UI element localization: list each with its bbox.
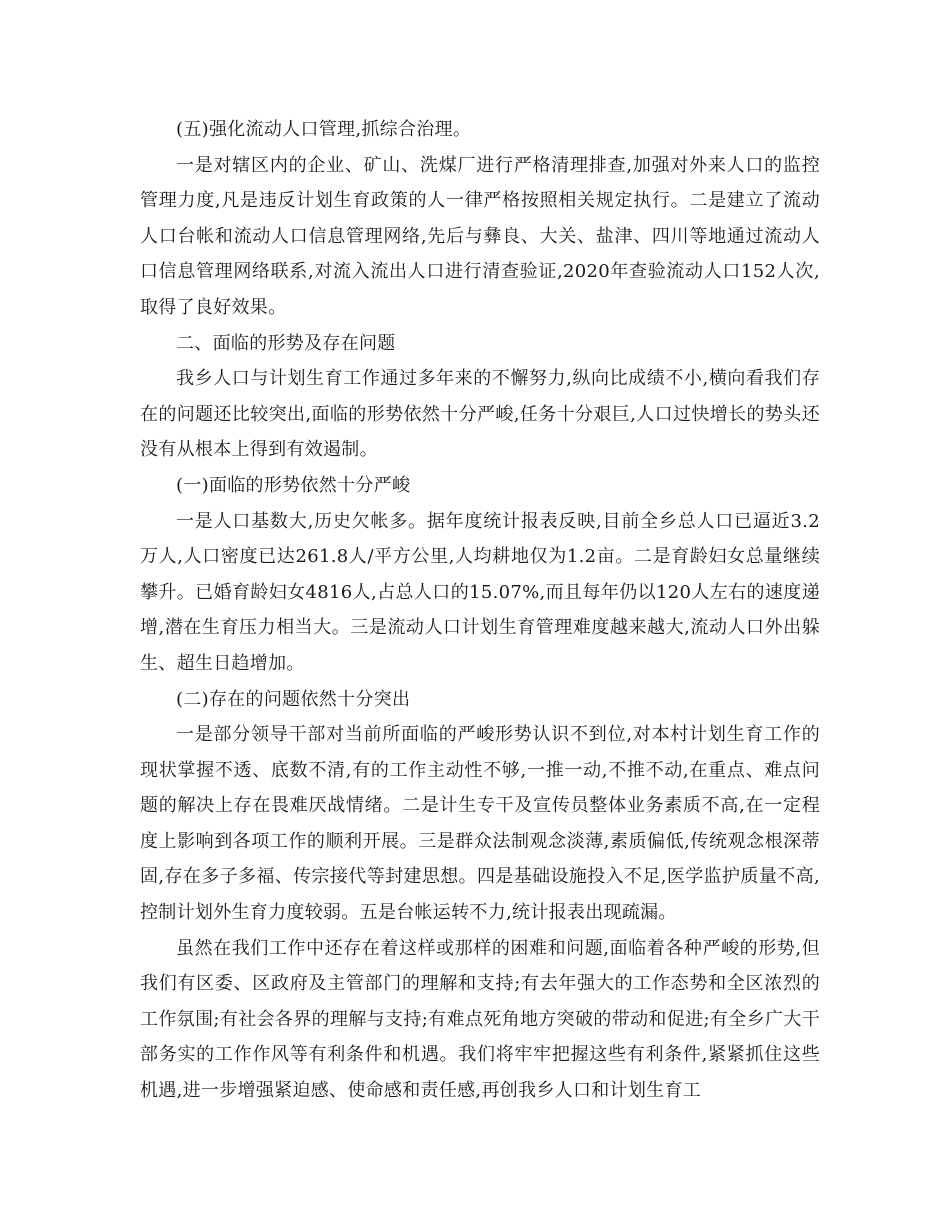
section-heading-floating-population: (五)强化流动人口管理,抓综合治理。 [176, 119, 472, 140]
section-heading-situation-problems: 二、面临的形势及存在问题 [176, 332, 396, 354]
subheading-severe-situation: (一)面临的形势依然十分严峻 [176, 474, 411, 496]
paragraph-floating-population-measures: 一是对辖区内的企业、矿山、洗煤厂进行严格清理排查,加强对外来人口的监控管理力度,凡是违反计划生育政策的人一律严格按照相关规定执行。二是建立了流动人口台帐和流动人口信息管理网络,先后与彝良、大关、盐津、四川等地通过流动人口信息管理网络联系,对流入流出人口进行清查验证,2020年查验流动人口152人次,取得了良好效果。 [140, 154, 820, 318]
paragraph-severe-situation: 一是人口基数大,历史欠帐多。据年度统计报表反映,目前全乡总人口已逼近3.2万人,人口密度已达261.8人/平方公里,人均耕地仅为1.2亩。二是育龄妇女总量继续攀升。已婚育龄妇女4816人,占总人口的15.07%,而且每年仍以120人左右的速度递增,潜在生育压力相当大。三是流动人口计划生育管理难度越来越大,流动人口外出躲生、超生日趋增加。 [140, 510, 820, 674]
paragraph-situation-overview: 我乡人口与计划生育工作通过多年来的不懈努力,纵向比成绩不小,横向看我们存在的问题还比较突出,面临的形势依然十分严峻,任务十分艰巨,人口过快增长的势头还没有从根本上得到有效遏制。 [140, 368, 820, 461]
document-page [140, 112, 820, 1109]
paragraph-existing-problems: 一是部分领导干部对当前所面临的严峻形势认识不到位,对本村计划生育工作的现状掌握不透、底数不清,有的工作主动性不够,一推一动,不推不动,在重点、难点问题的解决上存在畏难厌战情绪。二是计生专干及宣传员整体业务素质不高,在一定程度上影响到各项工作的顺利开展。三是群众法制观念淡薄,素质偏低,传统观念根深蒂固,存在多子多福、传宗接代等封建思想。四是基础设施投入不足,医学监护质量不高,控制计划外生育力度较弱。五是台帐运转不力,统计报表出现疏漏。 [140, 724, 820, 924]
subheading-existing-problems: (二)存在的问题依然十分突出 [176, 688, 411, 710]
paragraph-opportunities: 虽然在我们工作中还存在着这样或那样的困难和问题,面临着各种严峻的形势,但我们有区委、区政府及主管部门的理解和支持;有去年强大的工作态势和全区浓烈的工作氛围;有社会各界的理解与支持;有难点死角地方突破的带动和促进;有全乡广大干部务实的工作作风等有利条件和机遇。我们将牢牢把握这些有利条件,紧紧抓住这些机遇,进一步增强紧迫感、使命感和责任感,再创我乡人口和计划生育工 [140, 937, 820, 1102]
